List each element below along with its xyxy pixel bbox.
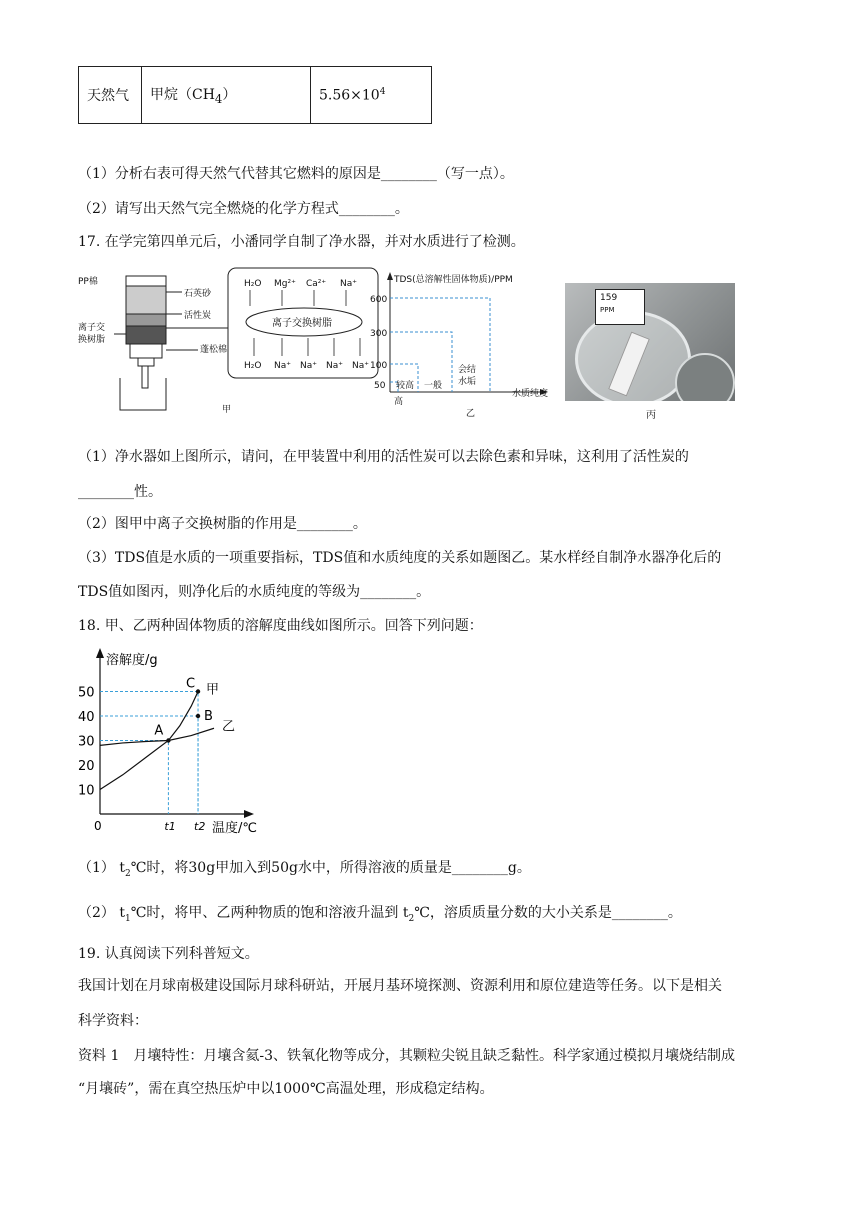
tds-ytick: 50	[374, 381, 386, 391]
q19-para2b: “月壤砖”，需在真空热压炉中以1000℃高温处理，形成稳定结构。	[78, 1081, 494, 1097]
q17-part2: （2）图甲中离子交换树脂的作用是________。	[78, 516, 367, 532]
q18-stem: 18. 甲、乙两种固体物质的溶解度曲线如图所示。回答下列问题：	[78, 618, 483, 634]
box-top-ion: Na⁺	[340, 279, 357, 289]
box-bot-ion: H₂O	[244, 361, 262, 371]
beaker	[120, 378, 166, 410]
solubility-chart	[78, 646, 288, 842]
tds-zone: 水垢	[458, 377, 477, 387]
tds-ylabel: TDS(总溶解性固体物质)/PPM	[394, 275, 513, 285]
tds-zone: 一般	[424, 381, 443, 391]
table-cell-value: $5.56\times 10^4$	[311, 67, 432, 124]
q19-para1b: 科学资料：	[78, 1013, 148, 1029]
y-tick-label: 40	[78, 710, 95, 725]
box-bot-ion: Na⁺	[274, 361, 291, 371]
box-mid-label: 离子交换树脂	[272, 318, 332, 329]
label-cotton: 蓬松棉	[200, 345, 228, 355]
carbon-layer	[126, 314, 166, 326]
guide-line	[100, 692, 198, 815]
purifier-figure	[78, 266, 388, 416]
label-carbon: 活性炭	[184, 311, 212, 321]
box-top-ion: Ca²⁺	[306, 279, 327, 289]
tds-chart	[368, 268, 568, 418]
resin-layer	[126, 326, 166, 344]
tds-readout-unit: PPM	[600, 306, 615, 314]
chart-xlabel: 温度/℃	[212, 821, 257, 836]
caption-yi: 乙	[466, 409, 476, 418]
q17-stem: 17. 在学完第四单元后，小潘同学自制了净水器，并对水质进行了检测。	[78, 234, 525, 250]
q18-part2: （2） $t_1℃$时，将甲、乙两种物质的饱和溶液升温到 $t_2℃$，溶质质量分数的大小关系是________。	[78, 905, 682, 924]
box-top-ion: Mg²⁺	[274, 279, 296, 289]
y-tick-label: 50	[78, 685, 95, 701]
q17-part3a: （3）TDS值是水质的一项重要指标，TDS值和水质纯度的关系如题图乙。某水样经自制净水器净化后的	[78, 550, 722, 566]
point-label: C	[186, 676, 196, 692]
data-point	[196, 714, 200, 718]
y-tick-label: 30	[78, 734, 95, 750]
q17-part1b: ________性。	[78, 484, 162, 500]
series-label: 甲	[206, 682, 220, 698]
tds-xlabel: 水质纯度	[512, 389, 549, 399]
tds-zone: 较高	[396, 381, 415, 391]
point-label: B	[204, 709, 213, 724]
data-point	[196, 689, 200, 693]
x-tick-label: t2	[194, 820, 206, 833]
outlet-tube	[142, 366, 148, 388]
box-bot-ion: Na⁺	[352, 361, 369, 371]
guide-line	[100, 741, 168, 815]
label-quartz: 石英砂	[184, 289, 212, 299]
quartz-sand-layer	[126, 286, 166, 314]
funnel-neck	[138, 358, 154, 366]
y-tick-label: 10	[78, 783, 95, 799]
caption-jia: 甲	[222, 405, 232, 415]
q16-part2: （2）请写出天然气完全燃烧的化学方程式________。	[78, 201, 409, 217]
table-cell-name: 天然气	[79, 67, 142, 124]
box-top-ion: H₂O	[244, 279, 262, 289]
y-tick-label: 20	[78, 759, 95, 774]
table-cell-formula: 甲烷$(CH_4)$	[142, 67, 311, 124]
guide-line	[100, 716, 198, 814]
cotton-layer	[130, 344, 162, 358]
tds-meter-photo	[565, 283, 735, 401]
x-tick-label: t1	[164, 820, 176, 833]
q19-para1a: 我国计划在月球南极建设国际月球科研站，开展月基环境探测、资源利用和原位建造等任务。以下是相关	[78, 978, 722, 994]
drain-image	[675, 353, 735, 401]
q19-stem: 19. 认真阅读下列科普短文。	[78, 946, 259, 962]
label-resin2: 换树脂	[78, 335, 106, 345]
q18-part1: （1） $t_2℃$时，将30g甲加入到50g水中，所得溶液的质量是________g。	[78, 860, 531, 879]
caption-bing: 丙	[646, 410, 656, 421]
box-bot-ion: Na⁺	[326, 361, 343, 371]
series-label: 乙	[222, 719, 236, 735]
tds-ytick: 600	[370, 295, 388, 305]
chart-origin: 0	[94, 819, 102, 833]
label-pp: PP棉	[78, 277, 98, 287]
fuel-table	[78, 66, 432, 124]
q17-part3b: TDS值如图丙，则净化后的水质纯度的等级为________。	[78, 584, 431, 600]
box-bot-ion: Na⁺	[300, 361, 317, 371]
tds-readout-value: 159	[600, 293, 618, 303]
tds-corner: 高	[394, 397, 404, 407]
q19-para2a: 资料 1 月壤特性：月壤含氦-3、铁氧化物等成分，其颗粒尖锐且缺乏黏性。科学家通过模拟月壤烧结制成	[78, 1048, 735, 1064]
tds-readout-box	[595, 289, 645, 325]
chart-ylabel: 溶解度/g	[106, 653, 158, 668]
tds-zone: 会结	[458, 365, 477, 375]
data-point	[166, 738, 170, 742]
table-row	[79, 67, 432, 124]
tds-ytick: 300	[370, 329, 388, 339]
point-label: A	[154, 723, 164, 739]
pp-cotton-layer	[126, 276, 166, 286]
label-resin1: 离子交	[78, 323, 106, 333]
series-line	[100, 692, 198, 790]
tds-ytick: 100	[370, 361, 388, 371]
q17-part1a: （1）净水器如上图所示，请问，在甲装置中利用的活性炭可以去除色素和异味，这利用了活性炭的	[78, 449, 689, 465]
q16-part1: （1）分析右表可得天然气代替其它燃料的原因是________（写一点）。	[78, 166, 514, 182]
